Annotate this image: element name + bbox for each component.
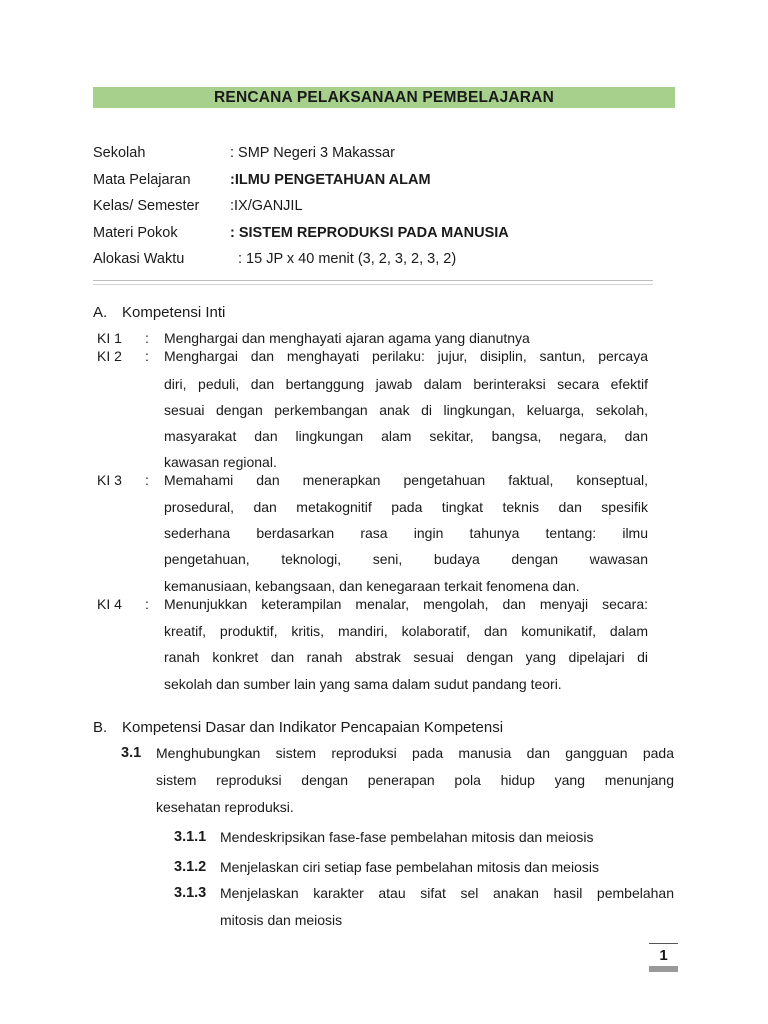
indicator-text: Menjelaskan ciri setiap fase pembelahan mitosis dan meiosis xyxy=(220,859,599,875)
ki2-line: sesuai dengan perkembangan anak di lingkungan, keluarga, sekolah, xyxy=(164,402,648,418)
ki2-line: kawasan regional. xyxy=(164,454,277,470)
ki2-line: diri, peduli, dan bertanggung jawab dalam berinteraksi secara efektif xyxy=(164,376,648,392)
page-title: RENCANA PELAKSANAAN PEMBELAJARAN xyxy=(214,89,554,106)
ki1-colon: : xyxy=(145,330,149,346)
kd-line: sistem reproduksi dengan penerapan pola hidup yang menunjang xyxy=(156,772,674,788)
ki2-line: masyarakat dan lingkungan alam sekitar, bangsa, negara, dan xyxy=(164,428,648,444)
ki1-line: Menghargai dan menghayati ajaran agama yang dianutnya xyxy=(164,330,530,346)
divider-line xyxy=(93,280,653,281)
indicator-text: Menjelaskan karakter atau sifat sel anakan hasil pembelahan xyxy=(220,885,674,901)
ki4-line: sekolah dan sumber lain yang sama dalam sudut pandang teori. xyxy=(164,676,562,692)
indicator-number: 3.1.2 xyxy=(174,859,207,875)
kd-line: kesehatan reproduksi. xyxy=(156,799,294,815)
ki3-line: Memahami dan menerapkan pengetahuan faktual, konseptual, xyxy=(164,472,648,488)
indicator-text: mitosis dan meiosis xyxy=(220,912,343,928)
meta-label-kelas-semester: Kelas/ Semester xyxy=(93,198,200,214)
meta-value-mata-pelajaran: :ILMU PENGETAHUAN ALAM xyxy=(230,172,431,188)
page-number-rule xyxy=(649,943,678,944)
section-b-title: Kompetensi Dasar dan Indikator Pencapaian Kompetensi xyxy=(122,719,504,736)
ki4-line: kreatif, produktif, kritis, mandiri, kolaboratif, dan komunikatif, dalam xyxy=(164,623,648,639)
ki2-colon: : xyxy=(145,348,149,364)
ki4-line: ranah konkret dan ranah abstrak sesuai dengan yang dipelajari di xyxy=(164,649,648,665)
divider-line-secondary xyxy=(93,284,653,285)
section-b-heading xyxy=(93,719,503,736)
ki2-line: Menghargai dan menghayati perilaku: jujur, disiplin, santun, percaya xyxy=(164,348,648,364)
ki3-line: sederhana berdasarkan rasa ingin tahunya tentang: ilmu xyxy=(164,525,648,541)
indicator-number: 3.1.3 xyxy=(174,885,207,901)
section-a-title: Kompetensi Inti xyxy=(122,304,226,321)
meta-value-kelas-semester: :IX/GANJIL xyxy=(230,198,303,214)
meta-value-materi-pokok: : SISTEM REPRODUKSI PADA MANUSIA xyxy=(230,225,509,241)
ki3-colon: : xyxy=(145,472,149,488)
section-a-marker: A. xyxy=(93,304,108,321)
ki3-line: kemanusiaan, kebangsaan, dan kenegaraan terkait fenomena dan. xyxy=(164,578,580,594)
ki2-code: KI 2 xyxy=(97,348,122,364)
meta-label-materi-pokok: Materi Pokok xyxy=(93,225,178,241)
page-number-bar xyxy=(649,966,678,972)
meta-label-sekolah: Sekolah xyxy=(93,145,146,161)
ki4-line: Menunjukkan keterampilan menalar, mengolah, dan menyaji secara: xyxy=(164,596,648,612)
ki3-line: prosedural, dan metakognitif pada tingkat teknis dan spesifik xyxy=(164,499,648,515)
ki4-colon: : xyxy=(145,596,149,612)
meta-value-alokasi-waktu: : 15 JP x 40 menit (3, 2, 3, 2, 3, 2) xyxy=(238,251,457,267)
kd-line: Menghubungkan sistem reproduksi pada manusia dan gangguan pada xyxy=(156,745,674,761)
meta-label-alokasi-waktu: Alokasi Waktu xyxy=(93,251,185,267)
page-number: 1 xyxy=(659,947,668,964)
meta-label-mata-pelajaran: Mata Pelajaran xyxy=(93,172,191,188)
ki4-code: KI 4 xyxy=(97,596,122,612)
ki3-line: pengetahuan, teknologi, seni, budaya dengan wawasan xyxy=(164,551,648,567)
indicator-number: 3.1.1 xyxy=(174,829,207,845)
kd-number: 3.1 xyxy=(121,745,142,761)
ki3-code: KI 3 xyxy=(97,472,122,488)
indicator-text: Mendeskripsikan fase-fase pembelahan mitosis dan meiosis xyxy=(220,829,594,845)
ki1-code: KI 1 xyxy=(97,330,122,346)
meta-value-sekolah: : SMP Negeri 3 Makassar xyxy=(230,145,395,161)
section-a-heading xyxy=(93,304,225,321)
section-b-marker: B. xyxy=(93,719,108,736)
